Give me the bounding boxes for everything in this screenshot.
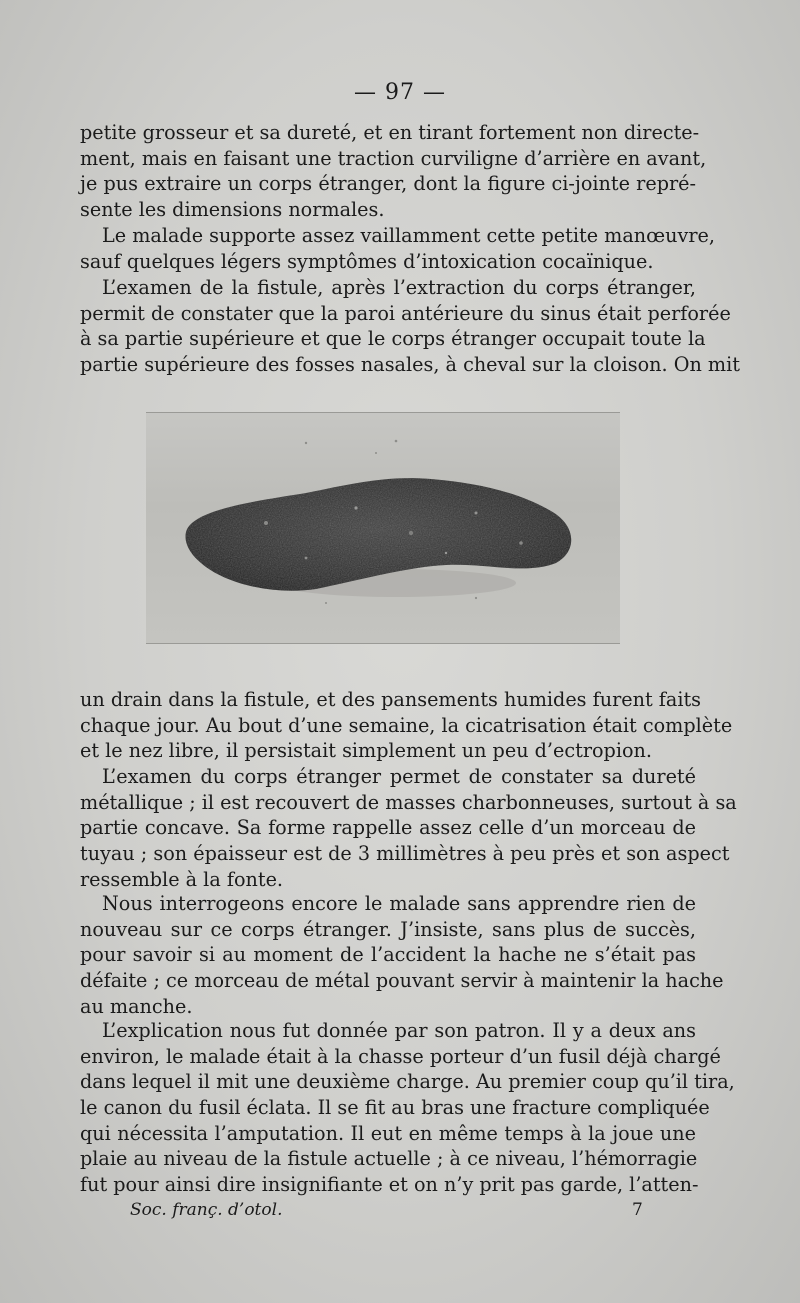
text-line: sauf quelques légers symptômes d’intoxication cocaïnique. <box>80 249 654 273</box>
paragraph-foreign-body-exam <box>80 764 737 892</box>
text-line: partie supérieure des fosses nasales, à cheval sur la cloison. On mit <box>80 353 740 377</box>
text-line: permit de constater que la paroi antérieure du sinus était perforée <box>80 301 731 325</box>
paragraph-treatment <box>80 687 733 764</box>
text-line: petite grosseur et sa dureté, et en tirant fortement non directe- <box>80 121 700 144</box>
text-line: et le nez libre, il persistait simplement un peu d’ectropion. <box>80 739 652 763</box>
text-line: je pus extraire un corps étranger, dont la figure ci-jointe repré- <box>80 172 696 196</box>
text-line: sente les dimensions normales. <box>80 198 385 222</box>
text-line: à sa partie supérieure et que le corps étranger occupait toute la <box>80 327 706 351</box>
text-line: un drain dans la fistule, et des pansements humides furent faits <box>80 688 702 711</box>
paragraph-patient-tolerance <box>80 223 715 274</box>
text-line: défaite ; ce morceau de métal pouvant servir à maintenir la hache <box>80 969 724 993</box>
text-line: L’explication nous fut donnée par son patron. Il y a deux ans <box>102 1019 696 1042</box>
text-line: partie concave. Sa forme rappelle assez celle d’un morceau de <box>80 816 696 840</box>
text-line: Nous interrogeons encore le malade sans apprendre rien de <box>102 892 696 915</box>
text-line: pour savoir si au moment de l’accident la hache ne s’était pas <box>80 943 696 967</box>
page-number: — 97 — <box>354 80 446 105</box>
text-line: chaque jour. Au bout d’une semaine, la cicatrisation était complète <box>80 713 733 737</box>
paragraph-extraction <box>80 120 707 223</box>
paragraph-explanation <box>80 1018 735 1198</box>
text-line: dans lequel il mit une deuxième charge. Au premier coup qu’il tira, <box>80 1070 735 1094</box>
foreign-body-photograph <box>146 412 620 644</box>
text-line: fut pour ainsi dire insignifiante et on n’y prit pas garde, l’atten- <box>80 1173 699 1197</box>
text-line: métallique ; il est recouvert de masses charbonneuses, surtout à sa <box>80 790 737 814</box>
text-line: au manche. <box>80 994 193 1018</box>
text-line: environ, le malade était à la chasse porteur d’un fusil déjà chargé <box>80 1044 721 1068</box>
paragraph-fistula-exam <box>80 275 740 378</box>
text-line: L’examen du corps étranger permet de constater sa dureté <box>102 765 696 788</box>
text-line: L’examen de la fistule, après l’extraction du corps étranger, <box>102 276 696 299</box>
text-line: Le malade supporte assez vaillamment cette petite manœuvre, <box>102 224 715 247</box>
paragraph-interrogation <box>80 891 724 1019</box>
text-line: ressemble à la fonte. <box>80 867 284 891</box>
text-line: qui nécessita l’amputation. Il eut en même temps à la joue une <box>80 1121 696 1145</box>
text-line: ment, mais en faisant une traction curviligne d’arrière en avant, <box>80 146 707 170</box>
journal-footer: Soc. franç. d’otol. <box>130 1200 283 1220</box>
foreign-body-image <box>146 413 620 643</box>
text-line: le canon du fusil éclata. Il se fit au bras une fracture compliquée <box>80 1096 710 1120</box>
text-line: nouveau sur ce corps étranger. J’insiste, sans plus de succès, <box>80 917 696 941</box>
text-line: plaie au niveau de la fistule actuelle ; à ce niveau, l’hémorragie <box>80 1147 698 1171</box>
signature-mark: 7 <box>632 1200 643 1220</box>
text-line: tuyau ; son épaisseur est de 3 millimètres à peu près et son aspect <box>80 842 730 866</box>
